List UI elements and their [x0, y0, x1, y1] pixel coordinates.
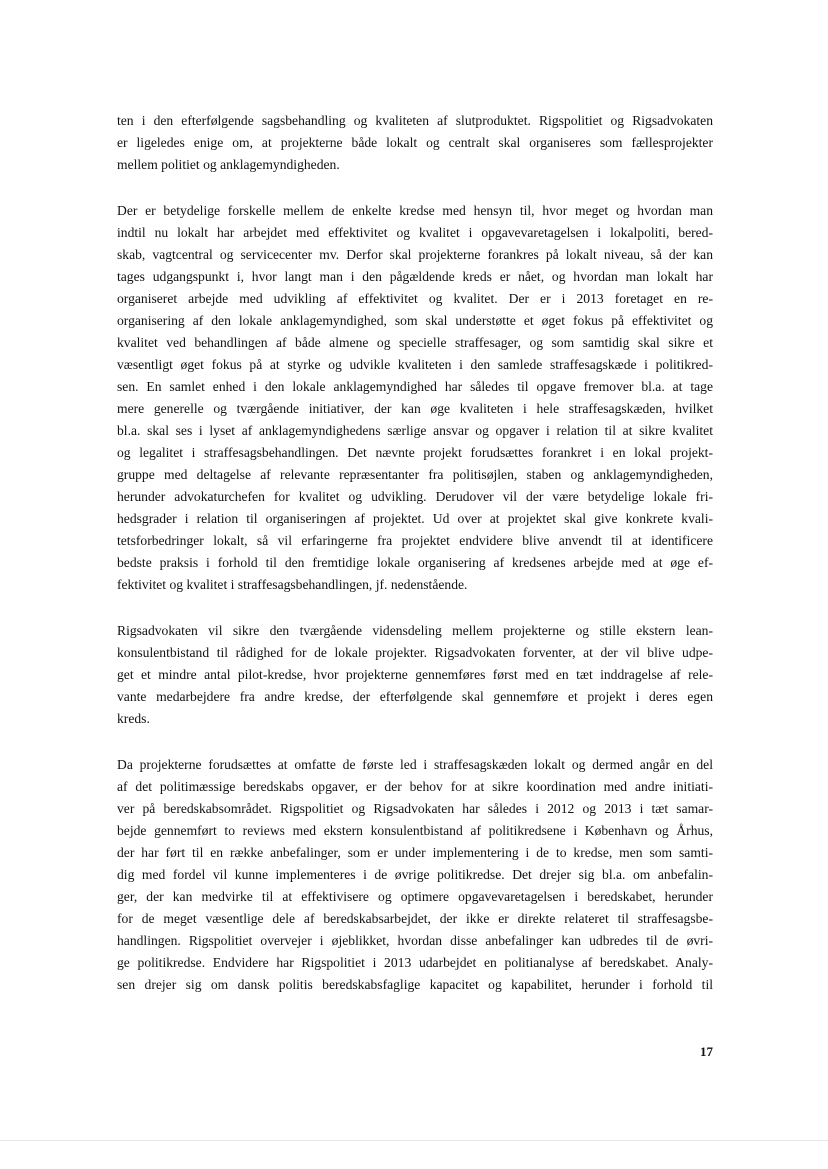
paragraph-4 [117, 754, 713, 996]
paragraph-line: bl.a. skal ses i lyset af anklagemyndighedens særlige ansvar og opgaver i relation til at sikre kvalitet [117, 423, 713, 438]
page-bottom-divider [0, 1140, 828, 1141]
paragraph-line: kreds. [117, 711, 150, 726]
paragraph-line: Da projekterne forudsættes at omfatte de første led i straffesagskæden lokalt og dermed angår en del [117, 757, 713, 772]
paragraph-line: konsulentbistand til rådighed for de lokale projekter. Rigsadvokaten forventer, at der vil blive udpe- [117, 645, 713, 660]
paragraph-line: handlingen. Rigspolitiet overvejer i øjeblikket, hvordan disse anbefalinger kan udbredes til de øvri- [117, 933, 713, 948]
paragraph-line: bedste praksis i forhold til den fremtidige lokale organisering af kredsenes arbejde med at øge ef- [117, 555, 713, 570]
paragraph-line: herunder advokaturchefen for kvalitet og udvikling. Derudover vil der være betydelige lokale fri- [117, 489, 713, 504]
paragraph-line: hedsgrader i relation til organiseringen af projektet. Ud over at projektet skal give konkrete kvali- [117, 511, 713, 526]
paragraph-line: gruppe med deltagelse af relevante repræsentanter fra politisøjlen, staben og anklagemyndigheden, [117, 467, 713, 482]
paragraph-line: og legalitet i straffesagsbehandlingen. Det nævnte projekt forudsættes forankret i en lokal projekt- [117, 445, 713, 460]
paragraph-line: ver på beredskabsområdet. Rigspolitiet og Rigsadvokaten har således i 2012 og 2013 i tæt samar- [117, 801, 713, 816]
paragraph-line: kvalitet ved behandlingen af både almene og specielle straffesager, og som samtidig skal sikre et [117, 335, 713, 350]
paragraph-line: get et mindre antal pilot-kredse, hvor projekterne gennemføres først med en tæt inddragelse af rele- [117, 667, 713, 682]
paragraph-line: mere generelle og tværgående initiativer, der kan øge kvaliteten i hele straffesagskæden, hvilket [117, 401, 713, 416]
paragraph-line: dig med fordel vil kunne implementeres i de øvrige politikredse. Det drejer sig bl.a. om anbefalin- [117, 867, 713, 882]
paragraph-line: Der er betydelige forskelle mellem de enkelte kredse med hensyn til, hvor meget og hvordan man [117, 203, 713, 218]
paragraph-line: tetsforbedringer lokalt, så vil erfaringerne fra projektet endvidere blive anvendt til at identificere [117, 533, 713, 548]
paragraph-line: Rigsadvokaten vil sikre den tværgående vidensdeling mellem projekterne og stille ekstern lean- [117, 623, 713, 638]
paragraph-line: ger, der kan medvirke til at effektivisere og optimere opgavevaretagelsen i beredskabet, herunder [117, 889, 713, 904]
paragraph-line: sen. En samlet enhed i den lokale anklagemyndighed har således til opgave fremover bl.a. at tage [117, 379, 713, 394]
paragraph-line: fektivitet og kvalitet i straffesagsbehandlingen, jf. nedenstående. [117, 577, 468, 592]
paragraph-line: indtil nu lokalt har arbejdet med effektivitet og kvalitet i opgavevaretagelsen i lokalpoliti, bered- [117, 225, 713, 240]
paragraph-line: vante medarbejdere fra andre kredse, der efterfølgende skal gennemføre et projekt i deres egen [117, 689, 713, 704]
paragraph-line: skab, vagtcentral og servicecenter mv. Derfor skal projekterne forankres på lokalt niveau, så der kan [117, 247, 713, 262]
paragraph-2 [117, 200, 713, 596]
paragraph-line: af det politimæssige beredskabs opgaver, er der behov for at sikre koordination med andre initiati- [117, 779, 713, 794]
paragraph-line: mellem politiet og anklagemyndigheden. [117, 157, 340, 172]
paragraph-line: væsentligt øget fokus på at styrke og udvikle kvaliteten i den samlede straffesagskæde i politikred- [117, 357, 713, 372]
paragraph-line: organiseret arbejde med udvikling af effektivitet og kvalitet. Der er i 2013 foretaget en re- [117, 291, 713, 306]
page-number: 17 [700, 1044, 713, 1059]
paragraph-3 [117, 620, 713, 730]
paragraph-line: tages udgangspunkt i, hvor langt man i den pågældende kreds er nået, og hvordan man lokalt har [117, 269, 713, 284]
paragraph-line: ten i den efterfølgende sagsbehandling og kvaliteten af slutproduktet. Rigspolitiet og Rigsadvokaten [117, 113, 713, 128]
paragraph-line: for de meget væsentlige dele af beredskabsarbejdet, der ikke er direkte relateret til straffesagsbe- [117, 911, 713, 926]
paragraph-line: organisering af den lokale anklagemyndighed, som skal understøtte et øget fokus på effektivitet og [117, 313, 713, 328]
paragraph-line: sen drejer sig om dansk politis beredskabsfaglige kapacitet og kapabilitet, herunder i forhold til [117, 977, 713, 992]
paragraph-line: der har ført til en række anbefalinger, som er under implementering i de to kredse, men som samti- [117, 845, 713, 860]
paragraph-line: bejde gennemført to reviews med ekstern konsulentbistand af politikredsene i København og Århus, [117, 823, 713, 838]
paragraph-1 [117, 110, 713, 176]
paragraph-line: er ligeledes enige om, at projekterne både lokalt og centralt skal organiseres som fællesprojekter [117, 135, 713, 150]
paragraph-line: ge politikredse. Endvidere har Rigspolitiet i 2013 udarbejdet en politianalyse af beredskabet. Analy- [117, 955, 713, 970]
